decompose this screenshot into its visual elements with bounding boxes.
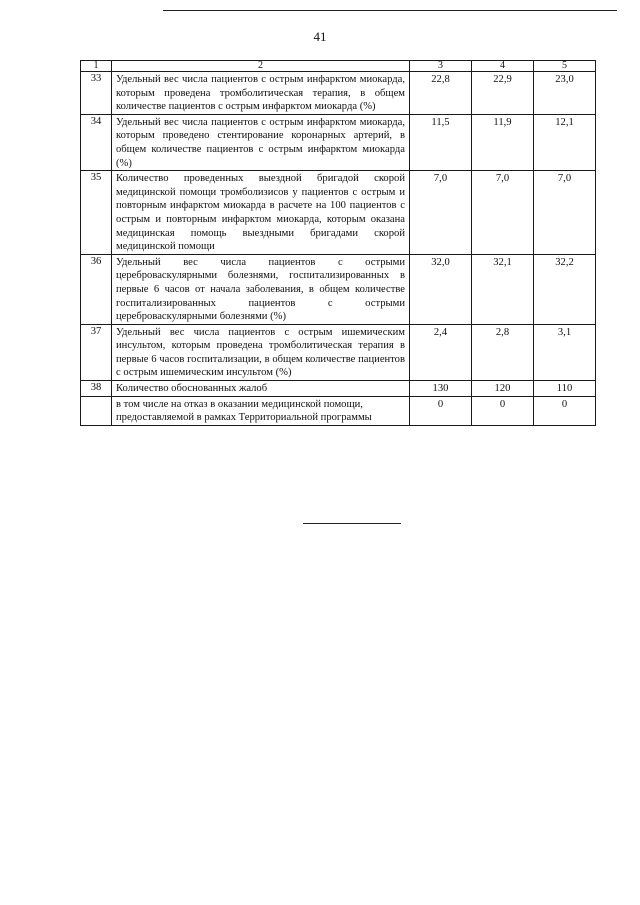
row-description: Количество проведенных выездной бригадой скорой медицинской помощи тромболизисов у пациентов с острым и повторным инфарктом миокарда в расчете на 100 пациентов с острым и повторным инфарктом миокарда, которым оказана медицинская помощь выездными бригадами скорой медицинской помощи: [112, 171, 410, 255]
row-number: 38: [81, 381, 112, 397]
row-value-col4: 7,0: [472, 171, 534, 255]
table-header-row: [81, 61, 596, 72]
row-value-col3: 7,0: [410, 171, 472, 255]
row-value-col3: 32,0: [410, 254, 472, 324]
row-description: Удельный вес числа пациентов с острым инфарктом миокарда, которым проведена тромболитическая терапия, в общем количестве пациентов с острым инфарктом миокарда (%): [112, 72, 410, 115]
subrow-number: [81, 396, 112, 425]
row-value-col3: 11,5: [410, 114, 472, 170]
row-number: 35: [81, 171, 112, 255]
row-value-col4: 22,9: [472, 72, 534, 115]
table-row: [81, 171, 596, 255]
row-value-col4: 32,1: [472, 254, 534, 324]
row-value-col4: 120: [472, 381, 534, 397]
subrow-value-col4: 0: [472, 396, 534, 425]
row-value-col4: 11,9: [472, 114, 534, 170]
table-row: [81, 381, 596, 397]
row-number: 37: [81, 324, 112, 380]
header-col-2: 2: [112, 61, 410, 72]
top-rule: [163, 10, 617, 11]
row-description: Удельный вес числа пациентов с острыми цереброваскулярными болезнями, госпитализированных в первые 6 часов от начала заболевания, в общем количестве госпитализированных пациентов с острыми цереброваскулярными болезнями (%): [112, 254, 410, 324]
row-number: 34: [81, 114, 112, 170]
table-row: [81, 114, 596, 170]
table-row: [81, 324, 596, 380]
subrow-description: в том числе на отказ в оказании медицинской помощи, предоставляемой в рамках Территориальной программы: [112, 396, 410, 425]
page-number: 41: [313, 29, 327, 44]
row-description: Удельный вес числа пациентов с острым ишемическим инсультом, которым проведена тромболитическая терапия в первые 6 часов госпитализации, в общем количестве пациентов с острым ишемическим инсультом (%): [112, 324, 410, 380]
row-value-col3: 22,8: [410, 72, 472, 115]
header-col-5: 5: [534, 61, 596, 72]
table-row: [81, 254, 596, 324]
header-col-4: 4: [472, 61, 534, 72]
row-value-col5: 7,0: [534, 171, 596, 255]
row-description: Количество обоснованных жалоб: [112, 381, 410, 397]
row-description: Удельный вес числа пациентов с острым инфарктом миокарда, которым проведено стентирование коронарных артерий, в общем количестве пациентов с острым инфарктом миокарда (%): [112, 114, 410, 170]
row-number: 33: [81, 72, 112, 115]
row-value-col5: 23,0: [534, 72, 596, 115]
subrow-value-col3: 0: [410, 396, 472, 425]
row-value-col5: 32,2: [534, 254, 596, 324]
footer-rule: [303, 523, 401, 524]
header-col-3: 3: [410, 61, 472, 72]
row-value-col5: 12,1: [534, 114, 596, 170]
table-row: [81, 72, 596, 115]
row-value-col3: 2,4: [410, 324, 472, 380]
row-value-col5: 110: [534, 381, 596, 397]
subrow-value-col5: 0: [534, 396, 596, 425]
row-value-col5: 3,1: [534, 324, 596, 380]
row-number: 36: [81, 254, 112, 324]
row-value-col4: 2,8: [472, 324, 534, 380]
row-value-col3: 130: [410, 381, 472, 397]
header-col-1: 1: [81, 61, 112, 72]
table-subrow: [81, 396, 596, 425]
indicators-table: [80, 60, 596, 426]
